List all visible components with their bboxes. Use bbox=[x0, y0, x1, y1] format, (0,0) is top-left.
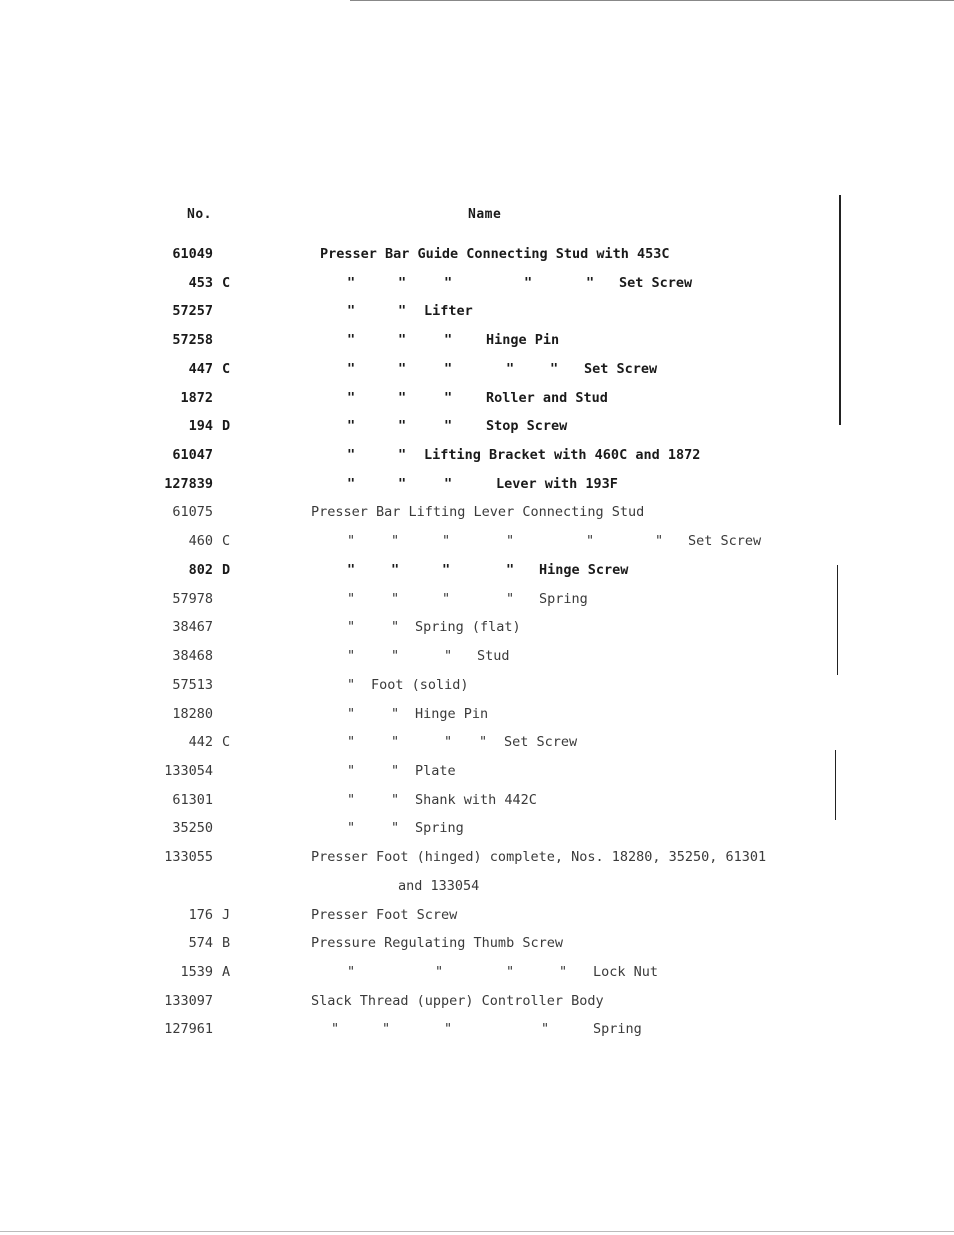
scan-edge-bottom bbox=[0, 1231, 954, 1232]
ditto-mark: " bbox=[444, 418, 453, 435]
ditto-mark: " bbox=[398, 303, 407, 320]
ditto-mark: " bbox=[391, 619, 400, 636]
part-number-suffix: C bbox=[222, 274, 231, 291]
ditto-mark: " bbox=[347, 762, 356, 779]
part-number-suffix: C bbox=[222, 533, 231, 550]
ditto-mark: " bbox=[391, 533, 400, 550]
ditto-mark: " bbox=[398, 475, 407, 492]
part-name: Shank with 442C bbox=[415, 791, 537, 808]
ditto-mark: " bbox=[347, 734, 356, 751]
part-number: 61075 bbox=[172, 504, 213, 521]
ditto-mark: " bbox=[391, 705, 400, 722]
ditto-mark: " bbox=[347, 676, 356, 693]
table-row bbox=[0, 907, 954, 927]
ditto-mark: " bbox=[586, 533, 595, 550]
part-number-suffix: J bbox=[222, 906, 231, 923]
ditto-mark: " bbox=[442, 533, 451, 550]
ditto-mark: " bbox=[398, 274, 407, 291]
part-name: Presser Bar Lifting Lever Connecting Stud bbox=[311, 504, 645, 521]
ditto-mark: " bbox=[479, 734, 488, 751]
table-row bbox=[0, 361, 954, 381]
part-number: 61049 bbox=[172, 246, 213, 262]
ditto-mark: " bbox=[398, 418, 407, 435]
table-row bbox=[0, 275, 954, 295]
table-row bbox=[0, 476, 954, 496]
part-name: Hinge Pin bbox=[486, 332, 560, 349]
table-row bbox=[0, 677, 954, 697]
table-row bbox=[0, 562, 954, 582]
part-number: 35250 bbox=[172, 820, 213, 837]
ditto-mark: " bbox=[347, 791, 356, 808]
part-number: 194 bbox=[188, 418, 213, 435]
ditto-mark: " bbox=[391, 734, 400, 751]
scan-edge-top bbox=[350, 0, 954, 1]
part-name: Lock Nut bbox=[593, 964, 659, 980]
part-name: and 133054 bbox=[398, 877, 480, 894]
table-row bbox=[0, 849, 954, 869]
part-number: 57978 bbox=[172, 590, 213, 607]
table-row bbox=[0, 993, 954, 1013]
part-number-suffix: A bbox=[222, 964, 231, 980]
ditto-mark: " bbox=[347, 705, 356, 722]
part-number: 442 bbox=[188, 734, 213, 751]
part-number: 61047 bbox=[172, 447, 213, 464]
part-number: 460 bbox=[188, 533, 213, 550]
ditto-mark: " bbox=[444, 475, 453, 492]
ditto-mark: " bbox=[506, 964, 515, 980]
part-name: Hinge Screw bbox=[539, 561, 629, 578]
part-name: Presser Bar Guide Connecting Stud with 453C bbox=[320, 246, 670, 262]
table-row bbox=[0, 390, 954, 410]
ditto-mark: " bbox=[347, 648, 356, 665]
column-header-no: No. bbox=[187, 207, 212, 222]
ditto-mark: " bbox=[435, 964, 444, 980]
ditto-mark: " bbox=[541, 1021, 550, 1038]
ditto-mark: " bbox=[444, 332, 453, 349]
ditto-mark: " bbox=[559, 964, 568, 980]
part-name: Set Screw bbox=[688, 533, 762, 550]
part-name: Roller and Stud bbox=[486, 389, 608, 406]
ditto-mark: " bbox=[398, 360, 407, 377]
part-number-suffix: D bbox=[222, 418, 231, 435]
table-row bbox=[0, 1021, 954, 1041]
part-name: Presser Foot (hinged) complete, Nos. 18280, 35250, 61301 bbox=[311, 849, 767, 866]
part-number: 1539 bbox=[180, 964, 213, 980]
ditto-mark: " bbox=[655, 533, 664, 550]
table-row bbox=[0, 792, 954, 812]
ditto-mark: " bbox=[347, 590, 356, 607]
part-name: Lifting Bracket with 460C and 1872 bbox=[424, 447, 701, 464]
part-name: Slack Thread (upper) Controller Body bbox=[311, 992, 604, 1009]
table-row bbox=[0, 303, 954, 323]
ditto-mark: " bbox=[506, 360, 515, 377]
table-row bbox=[0, 935, 954, 955]
table-row bbox=[0, 648, 954, 668]
ditto-mark: " bbox=[391, 820, 400, 837]
ditto-mark: " bbox=[442, 590, 451, 607]
ditto-mark: " bbox=[347, 274, 356, 291]
ditto-mark: " bbox=[586, 274, 595, 291]
table-row bbox=[0, 504, 954, 524]
part-number: 1872 bbox=[180, 389, 213, 406]
ditto-mark: " bbox=[506, 533, 515, 550]
ditto-mark: " bbox=[347, 475, 356, 492]
table-row bbox=[0, 332, 954, 352]
part-name: Stop Screw bbox=[486, 418, 568, 435]
part-number-suffix: D bbox=[222, 561, 231, 578]
ditto-mark: " bbox=[391, 762, 400, 779]
part-number: 447 bbox=[188, 360, 213, 377]
part-number: 38467 bbox=[172, 619, 213, 636]
ditto-mark: " bbox=[347, 820, 356, 837]
ditto-mark: " bbox=[506, 561, 515, 578]
part-name: Hinge Pin bbox=[415, 705, 489, 722]
part-name: Pressure Regulating Thumb Screw bbox=[311, 935, 563, 952]
ditto-mark: " bbox=[444, 1021, 453, 1038]
ditto-mark: " bbox=[347, 303, 356, 320]
part-name: Spring (flat) bbox=[415, 619, 521, 636]
table-row bbox=[0, 533, 954, 553]
part-name: Stud bbox=[477, 648, 510, 665]
ditto-mark: " bbox=[524, 274, 533, 291]
part-number: 57513 bbox=[172, 676, 213, 693]
part-name: Spring bbox=[539, 590, 588, 607]
part-number: 802 bbox=[188, 561, 213, 578]
ditto-mark: " bbox=[331, 1021, 340, 1038]
ditto-mark: " bbox=[382, 1021, 391, 1038]
ditto-mark: " bbox=[391, 590, 400, 607]
part-number: 38468 bbox=[172, 648, 213, 665]
ditto-mark: " bbox=[506, 590, 515, 607]
table-row bbox=[0, 619, 954, 639]
table-row bbox=[0, 246, 954, 266]
ditto-mark: " bbox=[391, 648, 400, 665]
part-name: Spring bbox=[415, 820, 464, 837]
ditto-mark: " bbox=[347, 619, 356, 636]
table-row bbox=[0, 447, 954, 467]
ditto-mark: " bbox=[347, 447, 356, 464]
part-number: 57257 bbox=[172, 303, 213, 320]
column-header-name: Name bbox=[468, 207, 502, 222]
part-number: 574 bbox=[188, 935, 213, 952]
part-number: 453 bbox=[188, 274, 213, 291]
part-number: 57258 bbox=[172, 332, 213, 349]
part-number: 127961 bbox=[164, 1021, 213, 1038]
ditto-mark: " bbox=[347, 418, 356, 435]
part-name: Foot (solid) bbox=[371, 676, 469, 693]
part-name: Set Screw bbox=[504, 734, 578, 751]
table-row bbox=[0, 418, 954, 438]
ditto-mark: " bbox=[444, 734, 453, 751]
part-number: 61301 bbox=[172, 791, 213, 808]
table-row bbox=[0, 706, 954, 726]
part-name: Spring bbox=[593, 1021, 642, 1038]
part-number: 133055 bbox=[164, 849, 213, 866]
ditto-mark: " bbox=[444, 389, 453, 406]
part-name: Lifter bbox=[424, 303, 473, 320]
part-number-suffix: B bbox=[222, 935, 231, 952]
ditto-mark: " bbox=[391, 561, 400, 578]
ditto-mark: " bbox=[398, 389, 407, 406]
part-number: 18280 bbox=[172, 705, 213, 722]
part-name: Lever with 193F bbox=[496, 475, 618, 492]
table-row bbox=[0, 820, 954, 840]
ditto-mark: " bbox=[398, 332, 407, 349]
ditto-mark: " bbox=[347, 332, 356, 349]
ditto-mark: " bbox=[550, 360, 559, 377]
part-number: 133054 bbox=[164, 762, 213, 779]
part-number: 133097 bbox=[164, 992, 213, 1009]
part-number: 176 bbox=[188, 906, 213, 923]
ditto-mark: " bbox=[347, 389, 356, 406]
ditto-mark: " bbox=[347, 533, 356, 550]
ditto-mark: " bbox=[444, 648, 453, 665]
ditto-mark: " bbox=[347, 964, 356, 980]
part-number-suffix: C bbox=[222, 360, 231, 377]
ditto-mark: " bbox=[398, 447, 407, 464]
part-number: 127839 bbox=[164, 475, 213, 492]
table-row bbox=[0, 878, 954, 898]
ditto-mark: " bbox=[347, 561, 356, 578]
ditto-mark: " bbox=[444, 360, 453, 377]
ditto-mark: " bbox=[391, 791, 400, 808]
table-row bbox=[0, 763, 954, 783]
table-row bbox=[0, 591, 954, 611]
ditto-mark: " bbox=[347, 360, 356, 377]
ditto-mark: " bbox=[444, 274, 453, 291]
table-row bbox=[0, 734, 954, 754]
ditto-mark: " bbox=[442, 561, 451, 578]
part-name: Presser Foot Screw bbox=[311, 906, 458, 923]
part-name: Set Screw bbox=[619, 274, 693, 291]
part-number-suffix: C bbox=[222, 734, 231, 751]
table-row bbox=[0, 964, 954, 984]
part-name: Set Screw bbox=[584, 360, 658, 377]
part-name: Plate bbox=[415, 762, 456, 779]
